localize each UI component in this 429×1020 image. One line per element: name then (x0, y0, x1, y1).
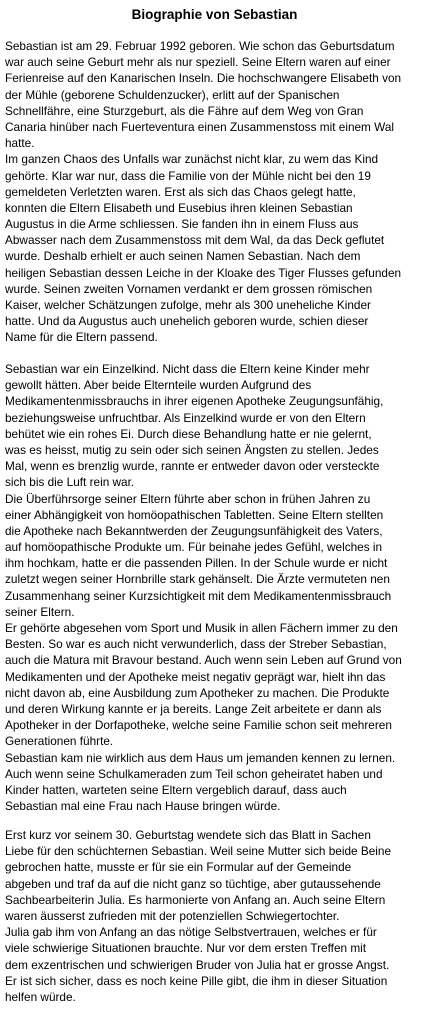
text-line: Besten. So war es auch nicht verwunderlich, dass der Streber Sebastian, (5, 637, 387, 652)
text-line: viele schwierige Situationen brauchte. Nur vor dem ersten Treffen mit (5, 941, 367, 956)
paragraph-2 (5, 361, 429, 814)
text-line: konnten die Eltern Elisabeth und Eusebius ihren kleinen Sebastian (5, 200, 353, 215)
document-title: Biographie von Sebastian (131, 7, 298, 22)
text-line: wurde. Deshalb erhielt er auch seinen Namen Sebastian. Nach dem (5, 249, 361, 264)
text-line: Sachbearbeiterin Julia. Es harmonierte von Anfang an. Auch seine Eltern (5, 892, 386, 907)
text-line: seiner Eltern. (5, 604, 75, 619)
text-line: Canaria hinüber nach Fuerteventura einen Zusammenstoss mit einem Wal (5, 119, 395, 134)
text-line: Kaiser, welcher Schätzungen zufolge, mehr als 300 uneheliche Kinder (5, 298, 371, 312)
text-line: Name für die Eltern passend. (5, 330, 158, 345)
text-line: Generationen führte. (5, 734, 114, 749)
text-line: hatte. (5, 136, 35, 151)
text-line: Sebastian ist am 29. Februar 1992 geboren. Wie schon das Geburtsdatum (5, 39, 395, 53)
text-line: dem exzentrischen und schwierigen Bruder von Julia hat er grosse Angst. (5, 957, 390, 972)
text-line: sich bis die Luft rein war. (5, 475, 135, 490)
text-line: Apotheker in der Dorfapotheke, welche seine Familie schon seit mehreren (5, 718, 392, 733)
text-line: der Mühle (geborene Schuldenzucker), erlitt auf der Spanischen (5, 87, 340, 102)
text-line: zuletzt wegen seiner Hornbrille stark gehänselt. Die Ärzte vermuteten nen (5, 572, 390, 587)
text-line: nicht davon ab, eine Ausbildung zum Apotheker zu machen. Die Produkte (5, 685, 390, 700)
text-line: Im ganzen Chaos des Unfalls war zunächst nicht klar, zu wem das Kind (5, 152, 379, 167)
text-line: auch die Matura mit Bravour bestand. Auch wenn sein Leben auf Grund von (5, 653, 402, 668)
text-line: gehörte. Klar war nur, dass die Familie von der Mühle nicht bei den 19 (5, 168, 371, 183)
text-line: Sebastian war ein Einzelkind. Nicht dass die Eltern keine Kinder mehr (5, 362, 370, 376)
text-line: die Apotheke nach Bekanntwerden der Zeugungsunfähigkeit des Vaters, (5, 523, 383, 538)
text-line: gemeldeten Verletzten waren. Erst als sich das Chaos gelegt hatte, (5, 184, 356, 199)
text-line: Julia gab ihm von Anfang an das nötige Selbstvertrauen, welches er für (5, 925, 377, 940)
text-line: ihm hochkam, hatte er die passenden Pillen. In der Schule wurde er nicht (5, 556, 388, 571)
text-line: Augustus in die Arme schliessen. Sie fanden ihn in einem Fluss aus (5, 217, 359, 232)
text-line: Ferienreise auf den Kanarischen Inseln. Die hochschwangere Elisabeth von (5, 71, 402, 86)
text-line: Kinder hatten, warteten seine Eltern vergeblich darauf, dass auch (5, 782, 347, 797)
text-line: und deren Wirkung kannte er ja bereits. Lange Zeit arbeitete er dann als (5, 701, 382, 716)
text-line: Erst kurz vor seinem 30. Geburtstag wendete sich das Blatt in Sachen (5, 828, 371, 842)
text-line: heiligen Sebastian dessen Leiche in der Kloake des Tiger Flusses gefunden (5, 265, 402, 280)
text-line: gebrochen hatte, musste er für sie ein Formular auf der Gemeinde (5, 860, 352, 875)
paragraph-3 (5, 827, 429, 1005)
text-line: beziehungsweise unfruchtbar. Als Einzelkind wurde er von den Eltern (5, 410, 366, 425)
paragraph-1 (5, 38, 429, 346)
text-line: Zusammenhang seiner Kurzsichtigkeit mit dem Medikamentenmissbrauch (5, 588, 392, 603)
text-line: Er gehörte abgesehen vom Sport und Musik in allen Fächern immer zu den (5, 621, 398, 635)
text-line: Die Überführsorge seiner Eltern führte aber schon in frühen Jahren zu (5, 491, 371, 506)
text-line: gewollt hätten. Aber beide Elternteile wurden Aufgrund des (5, 378, 312, 393)
text-line: einer Abhängigkeit von homöopathischen Tabletten. Seine Eltern stellten (5, 507, 384, 522)
text-line: behütet wie ein rohes Ei. Durch diese Behandlung hatte er nie gelernt, (5, 426, 372, 441)
text-line: auf homöopathische Produkte um. Für beinahe jedes Gefühl, welches in (5, 540, 383, 555)
text-line: Medikamenten und der Apotheke meist negativ geprägt war, hielt ihn das (5, 669, 386, 684)
text-line: Schnellfähre, eine Sturzgeburt, als die Fähre auf dem Weg von Gran (5, 103, 364, 118)
text-line: waren äusserst zufrieden mit der potenziellen Schwiegertochter. (5, 908, 340, 923)
text-line: abgeben und traf da auf die nicht ganz so tüchtige, aber gutaussehende (5, 876, 381, 891)
text-line: Sebastian mal eine Frau nach Hause bringen würde. (5, 799, 281, 814)
text-line: Auch wenn seine Schulkameraden zum Teil schon geheiratet haben und (5, 766, 383, 781)
text-line: Liebe für den schüchternen Sebastian. Weil seine Mutter sich beide Beine (5, 844, 392, 859)
text-line: was es heisst, mutig zu sein oder sich seinen Ängsten zu stellen. Jedes (5, 442, 379, 457)
text-line: helfen würde. (5, 989, 76, 1004)
text-line: Sebastian kam nie wirklich aus dem Haus um jemanden kennen zu lernen. (5, 750, 396, 765)
text-line: wurde. Seinen zweiten Vornamen verdankt er dem grossen römischen (5, 281, 373, 296)
text-line: Medikamentenmissbrauchs in ihrer eigenen Apotheke Zeugungsunfähig, (5, 394, 384, 409)
text-line: Mal, wenn es brenzlig wurde, rannte er entweder davon oder versteckte (5, 459, 380, 474)
text-line: Er ist sich sicher, dass es noch keine Pille gibt, die ihm in dieser Situation (5, 973, 388, 988)
text-line: war auch seine Geburt mehr als nur speziell. Seine Eltern waren auf einer (5, 55, 391, 70)
text-line: Abwasser nach dem Zusammenstoss mit dem Wal, da das Deck geflutet (5, 233, 385, 248)
text-line: hatte. Und da Augustus auch unehelich geboren wurde, schien dieser (5, 314, 369, 329)
